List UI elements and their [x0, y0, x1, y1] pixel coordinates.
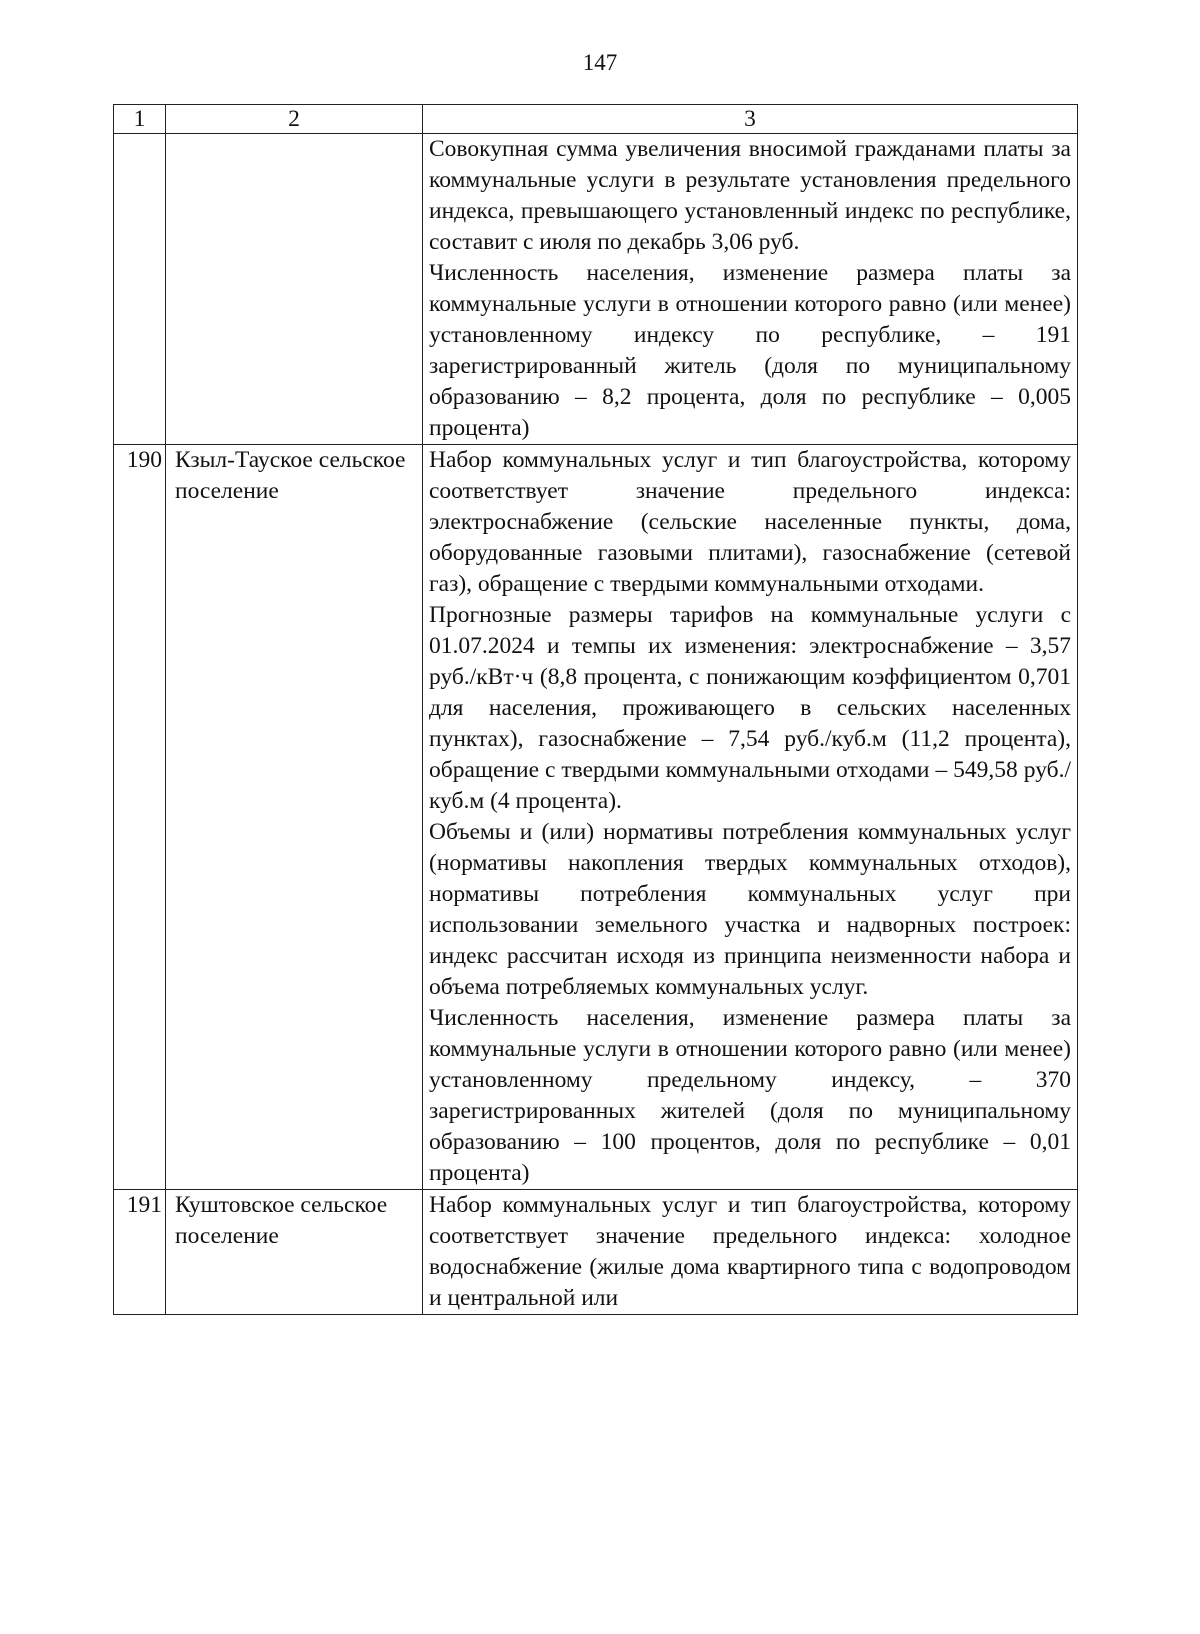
description-cell	[423, 445, 1078, 1190]
row-number	[114, 134, 166, 445]
description-paragraph: Численность населения, изменение размера платы за коммунальные услуги в отношении которого равно (или менее) установленному индексу по республике, – 191 зарегистрированный житель (доля по муниципальному образованию – 8,2 процента, доля по республике – 0,005 процента)	[429, 260, 1071, 441]
settlement-name: Куштовское сельское поселение	[166, 1190, 423, 1315]
header-col-3: 3	[423, 105, 1078, 134]
row-number: 191	[114, 1190, 166, 1315]
row-number: 190	[114, 445, 166, 1190]
description-paragraph: Набор коммунальных услуг и тип благоустройства, которому соответствует значение предельного индекса: электроснабжение (сельские населенные пункты, дома, оборудованные газовыми плитами), газоснабжение (сетевой газ), обращение с твердыми коммунальными отходами.	[429, 447, 1071, 597]
description-paragraph: Объемы и (или) нормативы потребления коммунальных услуг (нормативы накопления твердых коммунальных отходов), нормативы потребления коммунальных услуг при использовании земельного участка и надворных построек: индекс рассчитан исходя из принципа неизменности набора и объема потребляемых коммунальных услуг.	[429, 819, 1071, 1000]
header-col-1: 1	[114, 105, 166, 134]
header-col-2: 2	[166, 105, 423, 134]
municipal-index-table	[113, 104, 1078, 1315]
description-cell	[423, 1190, 1078, 1315]
description-paragraph: Совокупная сумма увеличения вносимой гражданами платы за коммунальные услуги в результате установления предельного индекса, превышающего установленный индекс по республике, составит с июля по декабрь 3,06 руб.	[429, 136, 1071, 255]
table-row	[114, 1190, 1078, 1315]
description-paragraph: Численность населения, изменение размера платы за коммунальные услуги в отношении которого равно (или менее) установленному предельному индексу, – 370 зарегистрированных жителей (доля по муниципальному образованию – 100 процентов, доля по республике – 0,01 процента)	[429, 1005, 1071, 1186]
description-paragraph: Прогнозные размеры тарифов на коммунальные услуги с 01.07.2024 и темпы их изменения: электроснабжение – 3,57 руб./кВт·ч (8,8 процента, с понижающим коэффициентом 0,701 для населения, проживающего в сельских населенных пунктах), газоснабжение – 7,54 руб./куб.м (11,2 процента), обращение с твердыми коммунальными отходами – 549,58 руб./куб.м (4 процента).	[429, 602, 1071, 814]
description-paragraph: Набор коммунальных услуг и тип благоустройства, которому соответствует значение предельного индекса: холодное водоснабжение (жилые дома квартирного типа с водопроводом и центральной или	[429, 1192, 1071, 1311]
table-header-row	[114, 105, 1078, 134]
description-cell	[423, 134, 1078, 445]
settlement-name: Кзыл-Тауское сельское поселение	[166, 445, 423, 1190]
settlement-name	[166, 134, 423, 445]
page-number: 147	[582, 50, 618, 75]
table-row	[114, 134, 1078, 445]
table-row	[114, 445, 1078, 1190]
